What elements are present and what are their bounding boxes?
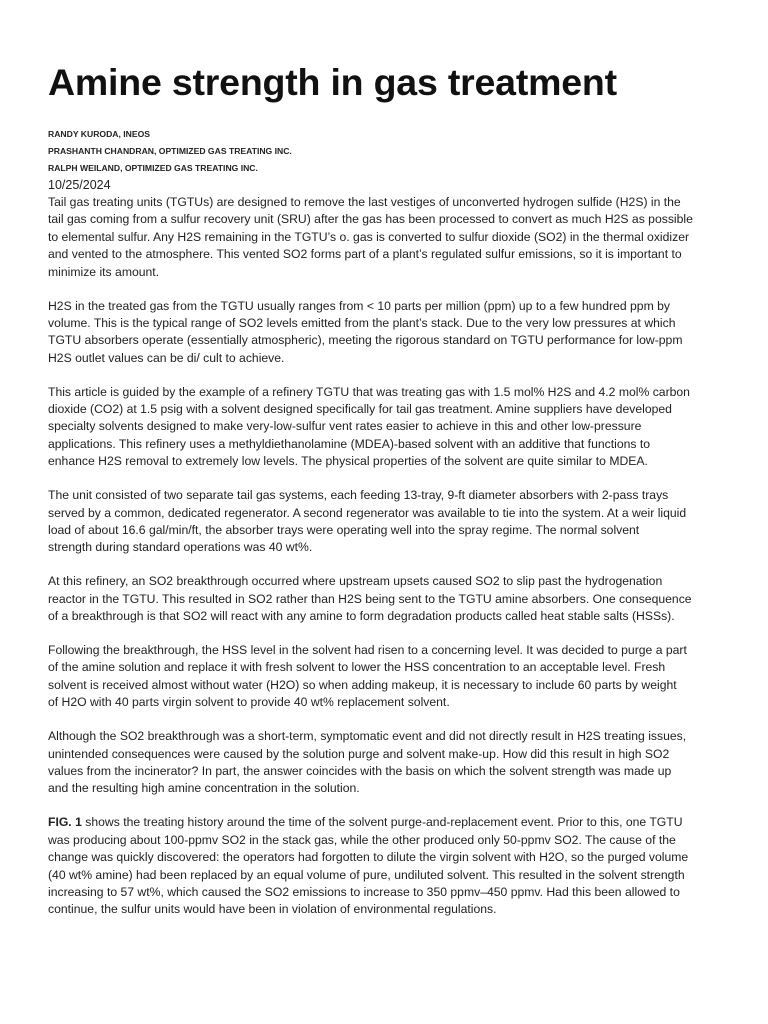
text-line: Tail gas treating units (TGTUs) are designed to remove the last vestiges of unconverted hydrogen sulfide (H2S) in the — [48, 195, 681, 209]
text-line: applications. This refinery uses a methyldiethanolamine (MDEA)-based solvent with an additive that functions to — [48, 436, 651, 451]
text-line: Following the breakthrough, the HSS level in the solvent had risen to a concerning level. It was decided to purge a part — [48, 643, 687, 658]
paragraph-hss-purge — [48, 642, 728, 712]
text-line: reactor in the TGTU. This resulted in SO2 rather than H2S being sent to the TGTU amine absorbers. One consequence — [48, 591, 692, 606]
text-line: continue, the sulfur units would have been in violation of environmental regulations. — [48, 902, 497, 917]
text-line: load of about 16.6 gal/min/ft, the absorber trays were operating well into the spray regime. The normal solvent — [48, 523, 640, 537]
publish-date: 10/25/2024 — [48, 178, 111, 192]
text-line: (40 wt% amine) had been replaced by an equal volume of pure, undiluted solvent. This resulted in the solvent strength — [48, 867, 685, 882]
article — [48, 58, 728, 919]
text-line: strength during standard operations was 40 wt%. — [48, 540, 313, 555]
text-line: unintended consequences were caused by the solution purge and solvent make-up. How did this result in high SO2 — [48, 746, 670, 761]
figure-reference: FIG. 1 — [48, 815, 82, 830]
text-line: specialty solvents designed to make very-low-sulfur vent rates easier to achieve in this and other low-pressure — [48, 419, 642, 434]
text-line: and the resulting high amine concentration in the solution. — [48, 781, 360, 796]
text-line: and vented to the atmosphere. This vented SO2 forms part of a plant’s regulated sulfur emissions, so it is important to — [48, 247, 682, 262]
paragraph-intro — [48, 194, 728, 281]
text-line: increasing to 57 wt%, which caused the SO2 emissions to increase to 350 ppmv–450 ppmv. Had this been allowed to — [48, 884, 680, 899]
text-line — [48, 814, 728, 831]
text-line: of a breakthrough is that SO2 will react with any amine to form degradation products called heat stable salts (HSSs). — [48, 609, 675, 624]
text-line: of H2O with 40 parts virgin solvent to provide 40 wt% replacement solvent. — [48, 695, 450, 710]
text-line: served by a common, dedicated regenerator. A second regenerator was available to tie into the system. At a weir liquid — [48, 505, 687, 520]
text-line: volume. This is the typical range of SO2 levels emitted from the plant’s stack. Due to the very low pressures at which — [48, 315, 676, 330]
text-line: minimize its amount. — [48, 264, 160, 279]
text-line: Although the SO2 breakthrough was a short-term, symptomatic event and did not directly result in H2S treating issues, — [48, 729, 687, 744]
paragraph-h2s-levels — [48, 298, 728, 368]
text-line: tail gas coming from a sulfur recovery unit (SRU) after the gas has been processed to convert as much H2S as possible — [48, 212, 693, 227]
text-line: dioxide (CO2) at 1.5 psig with a solvent designed specifically for tail gas treatment. Amine suppliers have developed — [48, 402, 672, 417]
text-line: TGTU absorbers operate (essentially atmospheric), meeting the rigorous standard on TGTU performance for low-ppm — [48, 333, 683, 348]
text-line: enhance H2S removal to extremely low levels. The physical properties of the solvent are quite similar to MDEA. — [48, 454, 648, 469]
text-line: was producing about 100-ppmv SO2 in the stack gas, while the other produced only 50-ppmv SO2. The cause of the — [48, 832, 676, 847]
article-title: Amine strength in gas treatment — [48, 61, 617, 103]
text-line: of the amine solution and replace it with fresh solvent to lower the HSS concentration to an acceptable level. Fresh — [48, 660, 666, 675]
text-line: At this refinery, an SO2 breakthrough occurred where upstream upsets caused SO2 to slip past the hydrogenation — [48, 574, 663, 589]
text-line: solvent is received almost without water (H2O) so when adding makeup, it is necessary to include 60 parts by weight — [48, 677, 677, 692]
text-line: The unit consisted of two separate tail gas systems, each feeding 13-tray, 9-ft diameter absorbers with 2-pass trays — [48, 488, 669, 503]
paragraph-refinery-example — [48, 384, 728, 471]
byline — [48, 126, 728, 194]
text-fragment: shows the treating history around the time of the solvent purge-and-replacement event. Prior to this, one TGTU — [81, 815, 683, 830]
author-line: RANDY KURODA, INEOS — [48, 129, 151, 139]
text-line: This article is guided by the example of a refinery TGTU that was treating gas with 1.5 mol% H2S and 4.2 mol% carbon — [48, 384, 690, 399]
paragraph-so2-breakthrough — [48, 573, 728, 625]
author-line: RALPH WEILAND, OPTIMIZED GAS TREATING INC. — [48, 163, 258, 173]
paragraph-unit-description — [48, 487, 728, 557]
text-line: values from the incinerator? In part, the answer coincides with the basis on which the solvent strength was made up — [48, 763, 672, 778]
text-line: to elemental sulfur. Any H2S remaining in the TGTU’s o. gas is converted to sulfur dioxide (SO2) in the thermal oxidizer — [48, 229, 690, 244]
author-line: PRASHANTH CHANDRAN, OPTIMIZED GAS TREATING INC. — [48, 146, 292, 156]
text-line: H2S outlet values can be di/ cult to achieve. — [48, 350, 285, 365]
paragraph-consequences — [48, 728, 728, 798]
text-line: H2S in the treated gas from the TGTU usually ranges from < 10 parts per million (ppm) up to a few hundred ppm by — [48, 298, 670, 313]
text-line: change was quickly discovered: the operators had forgotten to dilute the virgin solvent with H2O, so the purged volume — [48, 850, 689, 865]
paragraph-fig1 — [48, 814, 728, 918]
